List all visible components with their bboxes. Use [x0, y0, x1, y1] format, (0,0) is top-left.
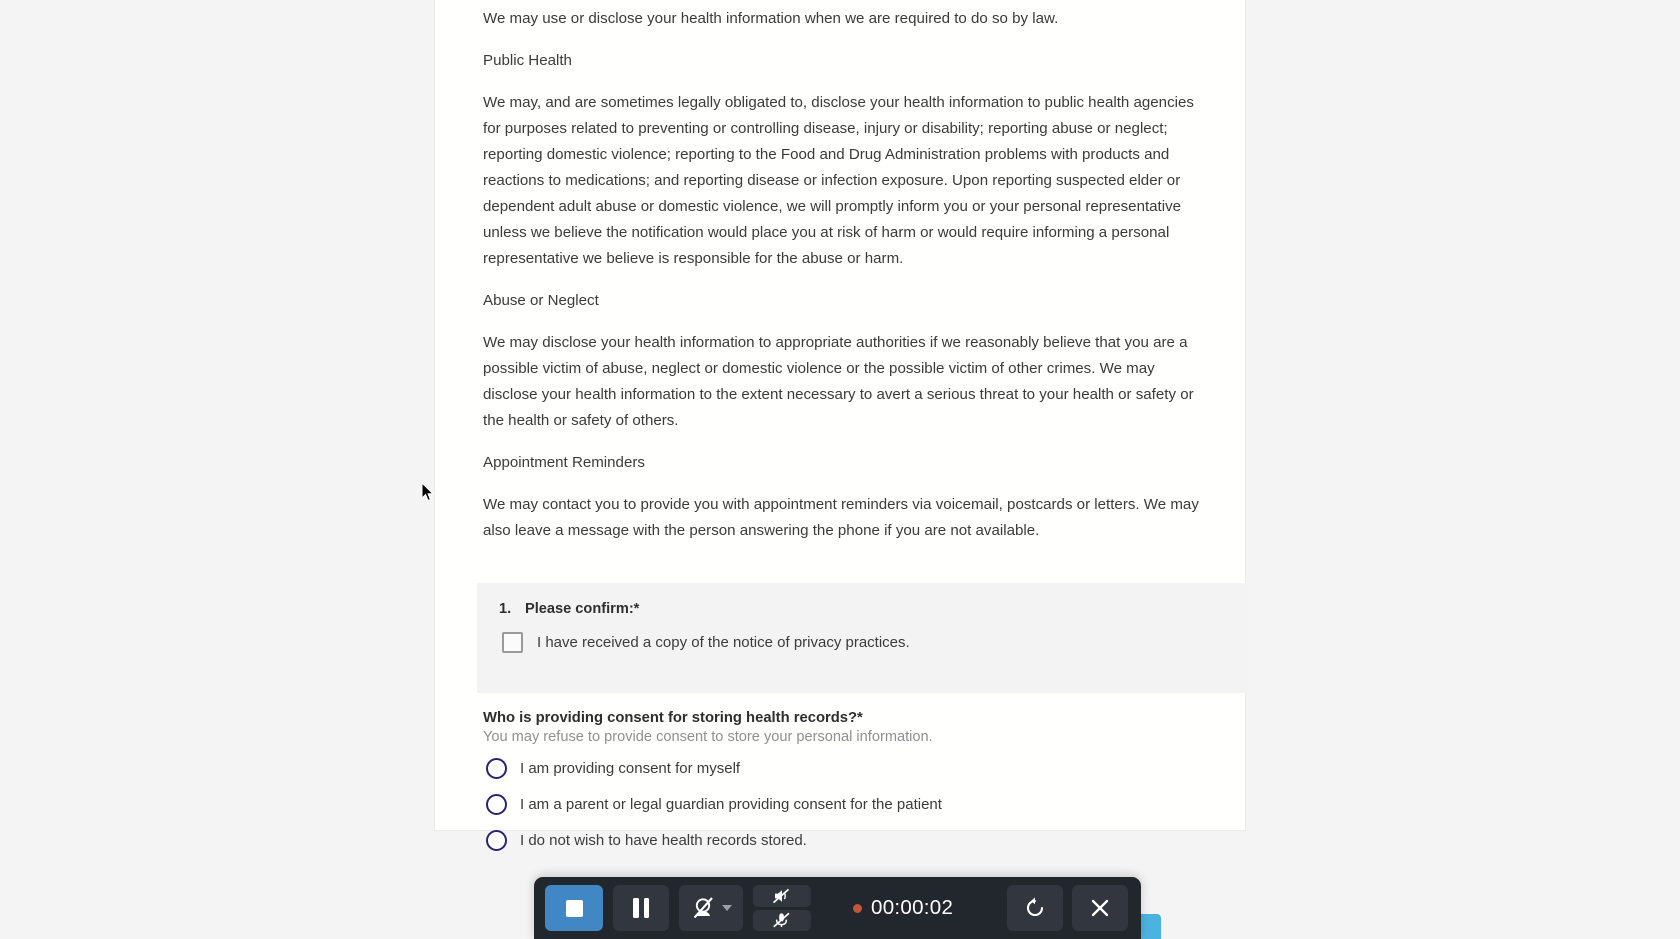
consent-option-row[interactable]: [483, 758, 1200, 779]
form-card-content: [435, 0, 1245, 939]
restart-icon: [1023, 896, 1047, 920]
confirm-question-title: [499, 601, 1225, 617]
pause-icon: [633, 898, 649, 918]
mouse-cursor-icon: [421, 482, 435, 502]
stop-square-icon: [566, 900, 583, 917]
confirm-checkbox-row[interactable]: [499, 632, 1225, 653]
recorder-right-controls: [1007, 885, 1128, 931]
stop-recording-button[interactable]: [545, 885, 603, 931]
camera-off-icon: [692, 897, 718, 919]
recording-indicator-dot: [853, 904, 862, 913]
consent-option-label: I am a parent or legal guardian providing consent for the patient: [520, 795, 942, 813]
pause-recording-button[interactable]: [613, 885, 669, 931]
recording-timer: [847, 896, 953, 920]
consent-radio-button[interactable]: [486, 758, 507, 779]
consent-radio-button[interactable]: [486, 794, 507, 815]
microphone-mute-button[interactable]: [753, 910, 811, 932]
screen-recorder-toolbar: [534, 877, 1141, 939]
audio-toggles-group: [753, 885, 811, 931]
section-paragraph: We may disclose your health information to appropriate authorities if we reasonably believe that you are a possible victim of abuse, neglect or domestic violence or the possible victim of other crimes. We may disclose your health information to the extent necessary to avert a serious threat to your health or safety or the health or safety of others.: [483, 333, 1194, 429]
consent-form-card: [435, 0, 1245, 849]
question-number: 1.: [499, 600, 512, 617]
consent-option-row[interactable]: [483, 830, 1200, 851]
microphone-muted-icon: [772, 912, 792, 928]
camera-toggle-button[interactable]: [679, 885, 743, 931]
privacy-notice-text: [483, 6, 1200, 544]
speaker-mute-button[interactable]: [753, 885, 811, 907]
consent-option-row[interactable]: [483, 794, 1200, 815]
close-icon: [1089, 897, 1111, 919]
section-paragraph: We may, and are sometimes legally obligated to, disclose your health information to public health agencies for purposes related to preventing or controlling disease, injury or disability; reporting abuse or neglect; reporting domestic violence; reporting to the Food and Drug Administration problems with products and reactions to medications; and reporting disease or infection exposure. Upon reporting suspected elder or dependent adult abuse or domestic violence, we will promptly inform you or your personal representative unless we believe the notification would place you at risk of harm or would require informing a personal representative we believe is responsible for the abuse or harm.: [483, 94, 1194, 267]
chevron-down-icon[interactable]: [722, 905, 732, 911]
consent-radio-button[interactable]: [486, 830, 507, 851]
confirm-checkbox[interactable]: [502, 632, 523, 653]
consent-options-list: [483, 758, 1200, 851]
consent-group-subtitle: You may refuse to provide consent to store your personal information.: [483, 728, 933, 745]
consent-option-label: I am providing consent for myself: [520, 759, 741, 777]
speaker-muted-icon: [772, 888, 792, 904]
section-heading: Abuse or Neglect: [483, 291, 599, 309]
section-heading: Appointment Reminders: [483, 453, 645, 471]
consent-group-title: Who is providing consent for storing health records?*: [483, 709, 863, 726]
section-paragraph: We may contact you to provide you with appointment reminders via voicemail, postcards or letters. We may also leave a message with the person answering the phone if you are not available.: [483, 495, 1199, 539]
confirm-question-panel: [477, 583, 1247, 693]
confirm-checkbox-label: I have received a copy of the notice of privacy practices.: [537, 633, 910, 651]
restart-recording-button[interactable]: [1007, 885, 1063, 931]
section-paragraph: We may use or disclose your health information when we are required to do so by law.: [483, 10, 1059, 27]
section-heading: Public Health: [483, 51, 572, 69]
consent-option-label: I do not wish to have health records stored.: [520, 831, 807, 849]
consent-radio-group: [483, 710, 1200, 851]
close-recorder-button[interactable]: [1072, 885, 1128, 931]
recording-timer-text: 00:00:02: [871, 896, 954, 919]
question-title-text: Please confirm:*: [525, 600, 640, 617]
